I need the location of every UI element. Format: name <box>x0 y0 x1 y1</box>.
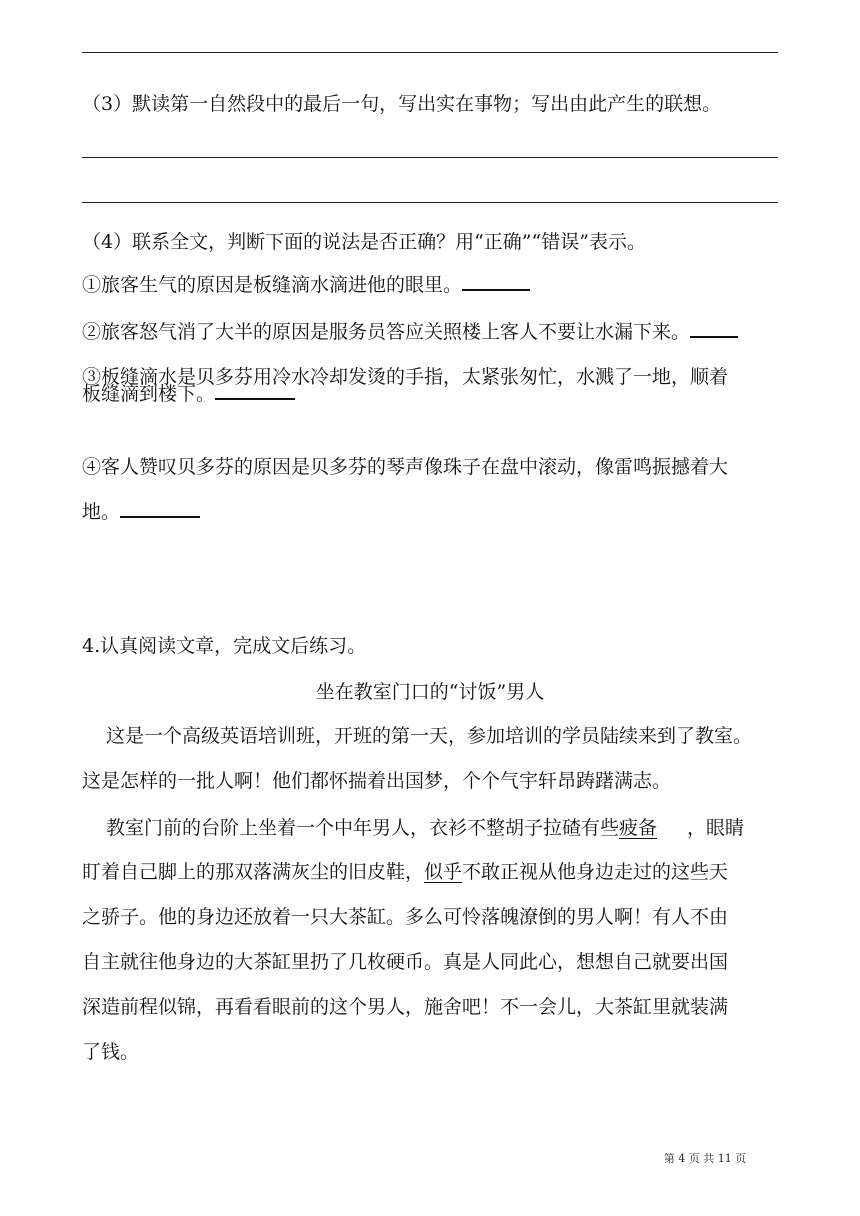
answer-line-2 <box>82 202 778 203</box>
q4-item-3: ③板缝滴水是贝多芬用冷水冷却发烫的手指，太紧张匆忙，水溅了一地，顺着 <box>82 366 729 388</box>
underlined-word-1: 疲备 <box>619 817 658 839</box>
p2-line-2-b: 不敢正视从他身边走过的这些天 <box>462 861 729 883</box>
q4-item-3-line2-text-span: 板缝滴到楼下。 <box>82 383 216 405</box>
p2-line-4: 自主就往他身边的大茶缸里扔了几枚硬币。真是人同此心，想想自己就要出国 <box>82 951 729 973</box>
p2-line-3: 之骄子。他的身边还放着一只大茶缸。多么可怜落魄潦倒的男人啊！有人不由 <box>82 906 729 928</box>
q3-prompt: （3）默读第一自然段中的最后一句，写出实在事物；写出由此产生的联想。 <box>82 93 722 115</box>
p2-line-1 <box>82 814 782 842</box>
page-footer: 第 4 页 共 11 页 <box>663 1152 747 1165</box>
p1-line-2: 这是怎样的一批人啊！他们都怀揣着出国梦，个个气宇轩昂踌躇满志。 <box>82 770 672 792</box>
answer-blank-3[interactable] <box>215 380 295 400</box>
p2-line-5: 深造前程似锦，再看看眼前的这个男人，施舍吧！不一会儿，大茶缸里就装满 <box>82 996 729 1018</box>
p2-line-1-b: ，眼睛 <box>687 817 745 839</box>
article-title: 坐在教室门口的“讨饭”男人 <box>315 681 545 703</box>
q4-item-4-line2 <box>82 498 782 526</box>
q4-item-4-line2-text: 地。 <box>82 501 121 523</box>
underlined-word-2: 似乎 <box>424 861 463 883</box>
p2-line-2 <box>82 858 782 886</box>
section-heading: 4.认真阅读文章，完成文后练习。 <box>82 635 367 657</box>
q4-item-2 <box>82 318 782 346</box>
p2-line-2-a: 盯着自己脚上的那双落满灰尘的旧皮鞋， <box>82 861 425 883</box>
q4-item-1 <box>82 271 782 299</box>
q4-item-2-text: ②旅客怒气消了大半的原因是服务员答应关照楼上客人不要让水漏下来。 <box>82 321 691 343</box>
q4-item-1-text: ①旅客生气的原因是板缝滴水滴进他的眼里。 <box>82 274 463 296</box>
q4-item-3-line2-real-final <box>82 380 782 408</box>
q4-item-4: ④客人赞叹贝多芬的原因是贝多芬的琴声像珠子在盘中滚动，像雷鸣振撼着大 <box>82 456 729 478</box>
q4-prompt: （4）联系全文，判断下面的说法是否正确？用“正确”“错误”表示。 <box>82 231 646 253</box>
p2-line-1-a: 教室门前的台阶上坐着一个中年男人，衣衫不整胡子拉碴有些 <box>106 817 620 839</box>
answer-blank-1[interactable] <box>462 271 530 291</box>
p1-line-1: 这是一个高级英语培训班，开班的第一天，参加培训的学员陆续来到了教室。 <box>106 725 753 747</box>
answer-blank-2[interactable] <box>690 318 738 338</box>
p2-line-6: 了钱。 <box>82 1041 140 1063</box>
answer-blank-4[interactable] <box>120 498 200 518</box>
answer-line-1 <box>82 157 778 158</box>
answer-line-top <box>82 52 778 53</box>
